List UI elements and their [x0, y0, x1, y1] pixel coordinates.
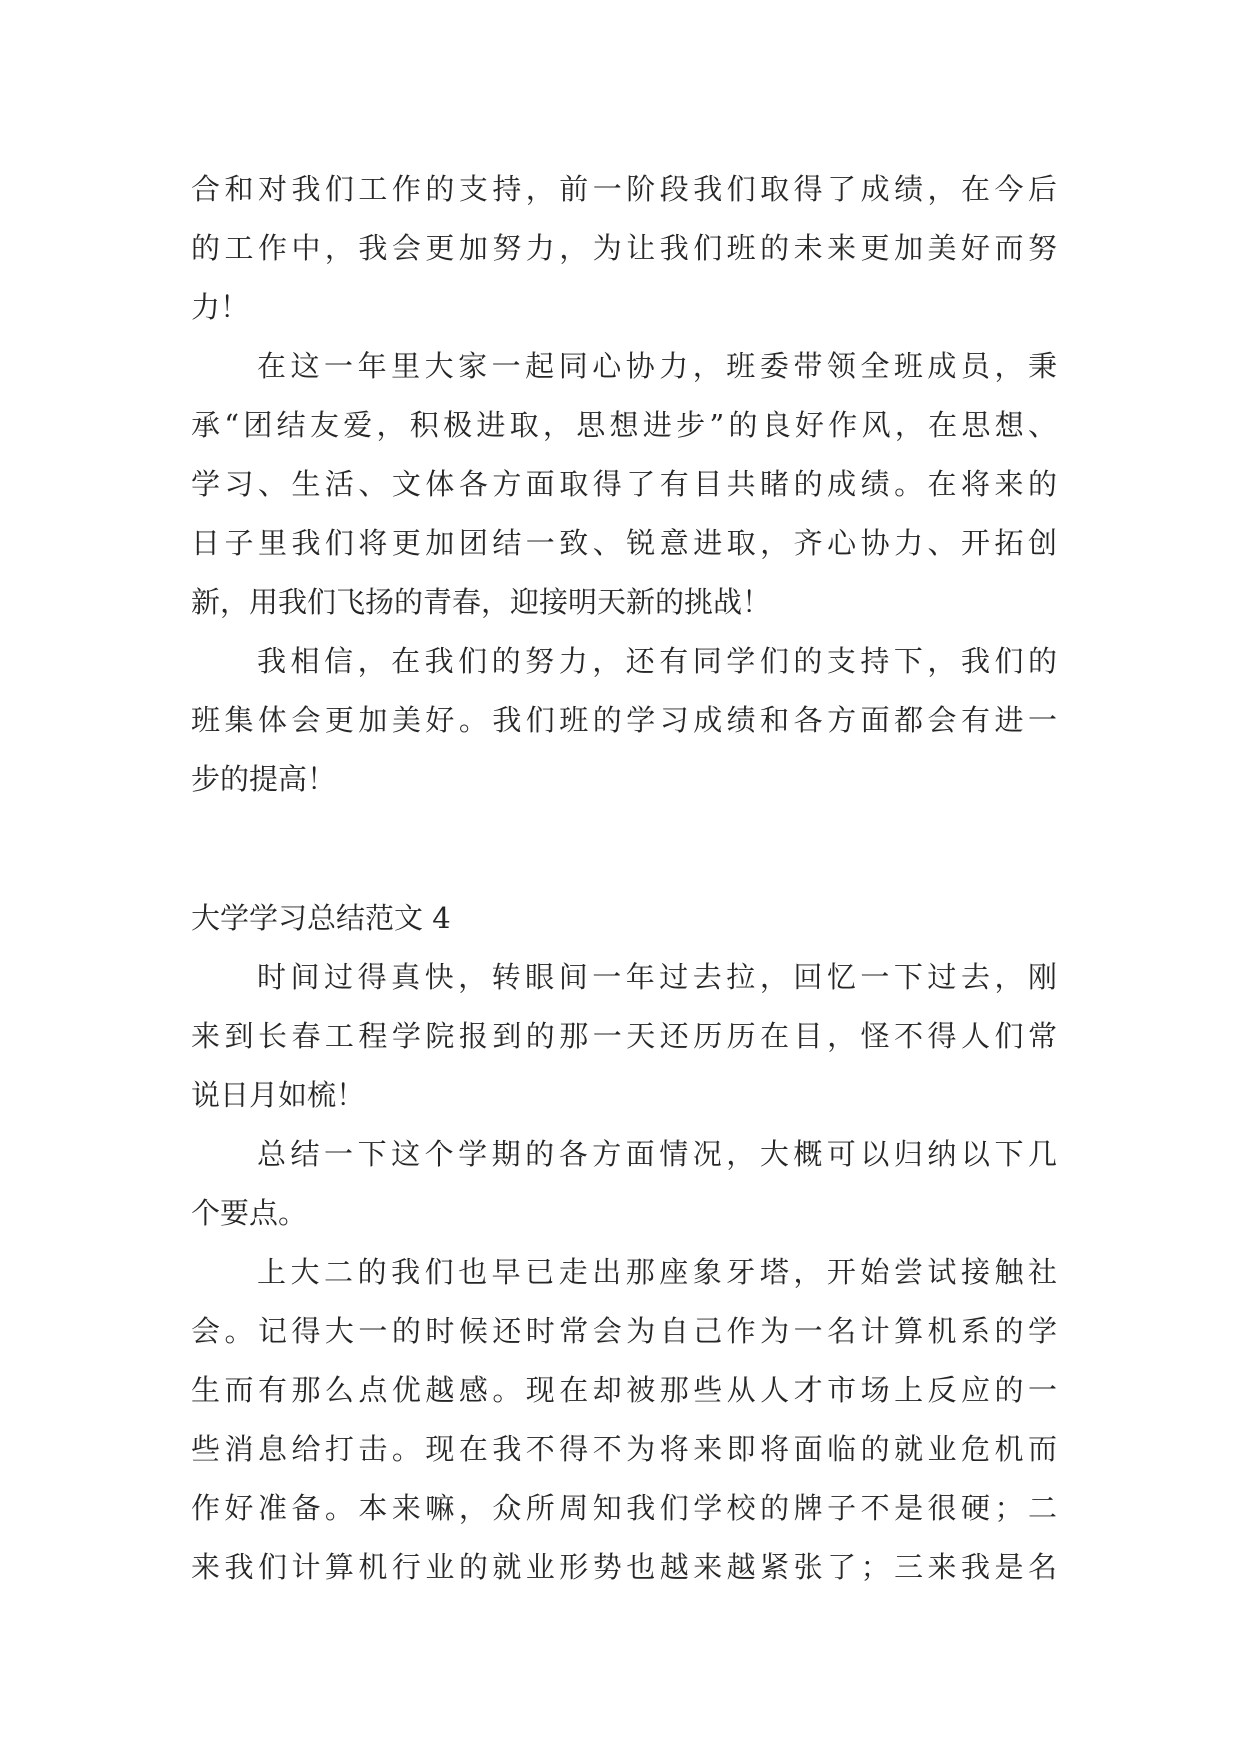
text-line: 来到长春工程学院报到的那一天还历历在目，怪不得人们常: [191, 1019, 1057, 1053]
section-gap: [191, 809, 1057, 889]
document-page: [191, 160, 1057, 1597]
text-line: 来我们计算机行业的就业形势也越来越紧张了；三来我是名: [191, 1550, 1057, 1584]
section-heading: 大学学习总结范文 4: [191, 901, 451, 935]
text-line: 日子里我们将更加团结一致、锐意进取，齐心协力、开拓创: [191, 526, 1057, 560]
text-line: 承“团结友爱，积极进取，思想进步”的良好作风，在思想、: [191, 408, 1057, 442]
text-line: 总结一下这个学期的各方面情况，大概可以归纳以下几: [257, 1137, 1057, 1171]
text-line: 在这一年里大家一起同心协力，班委带领全班成员，秉: [257, 349, 1057, 383]
text-line: 会。记得大一的时候还时常会为自己作为一名计算机系的学: [191, 1314, 1057, 1348]
text-line: 步的提高！: [191, 762, 337, 796]
text-line: 上大二的我们也早已走出那座象牙塔，开始尝试接触社: [257, 1255, 1057, 1289]
paragraph-3: [191, 632, 1057, 809]
text-line: 班集体会更加美好。我们班的学习成绩和各方面都会有进一: [191, 703, 1057, 737]
text-line: 新，用我们飞扬的青春，迎接明天新的挑战！: [191, 585, 772, 619]
text-line: 时间过得真快，转眼间一年过去拉，回忆一下过去，刚: [257, 960, 1057, 994]
paragraph-1: [191, 160, 1057, 337]
text-line: 我相信，在我们的努力，还有同学们的支持下，我们的: [257, 644, 1057, 678]
text-line: 些消息给打击。现在我不得不为将来即将面临的就业危机而: [191, 1432, 1057, 1466]
text-line: 作好准备。本来嘛，众所周知我们学校的牌子不是很硬；二: [191, 1491, 1057, 1525]
text-line: 的工作中，我会更加努力，为让我们班的未来更加美好而努: [191, 231, 1057, 265]
paragraph-6: [191, 1243, 1057, 1597]
text-line: 学习、生活、文体各方面取得了有目共睹的成绩。在将来的: [191, 467, 1057, 501]
text-line: 个要点。: [191, 1196, 308, 1230]
paragraph-2: [191, 337, 1057, 632]
text-line: 生而有那么点优越感。现在却被那些从人才市场上反应的一: [191, 1373, 1057, 1407]
text-line: 说日月如梳！: [191, 1078, 366, 1112]
text-line: 合和对我们工作的支持，前一阶段我们取得了成绩，在今后: [191, 172, 1057, 206]
paragraph-4: [191, 948, 1057, 1125]
text-line: 力！: [191, 290, 250, 324]
paragraph-5: [191, 1125, 1057, 1243]
